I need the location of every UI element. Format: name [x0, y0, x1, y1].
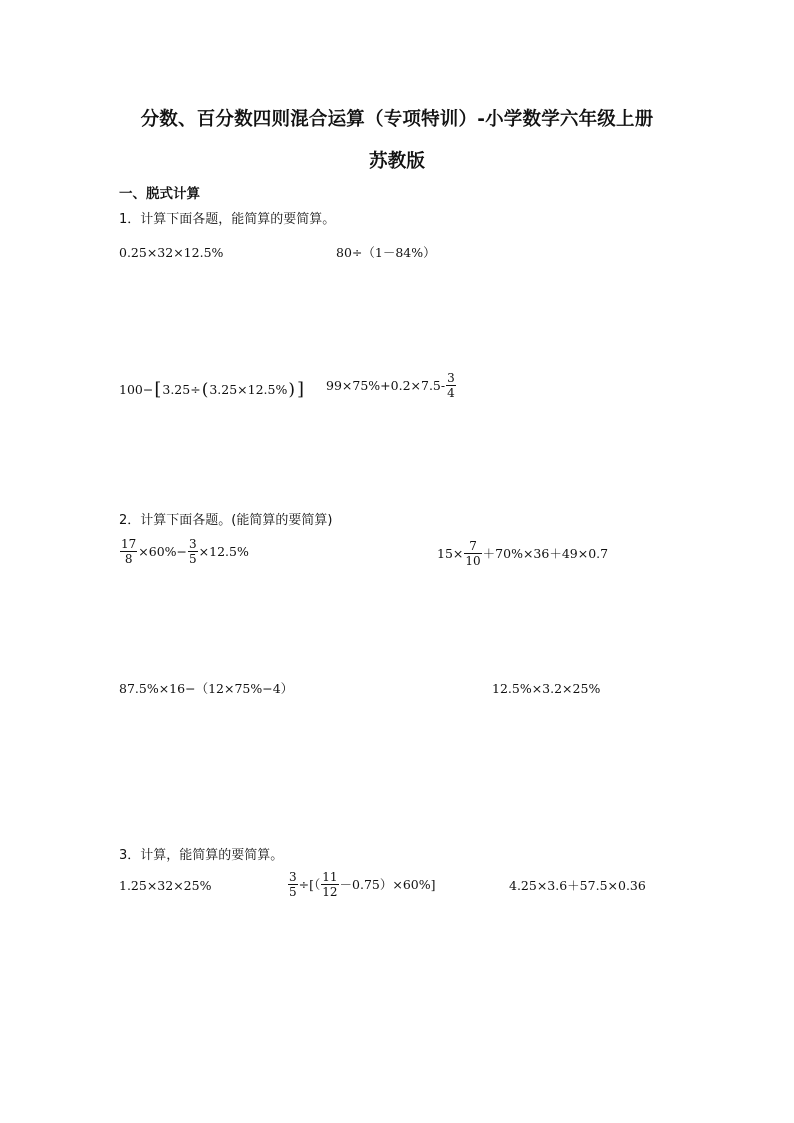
q3-expression-2	[287, 870, 436, 899]
question-3-prompt: 3．计算，能简算的要简算。	[119, 848, 284, 863]
q1-expression-4	[326, 371, 457, 400]
q3-e2-numerator-1: 3	[289, 870, 297, 884]
q1-e4-prefix: 99×75%+0.2×7.5-	[326, 377, 446, 393]
q1-expression-1: 0.25×32×12.5%	[119, 245, 224, 260]
q3-e2-numerator-2: 11	[322, 870, 338, 884]
question-2-prompt: 2．计算下面各题。(能简算的要简算)	[119, 513, 333, 528]
q1-e3-part-b: 3.25×12.5%	[209, 382, 288, 397]
q2-e2-denominator: 10	[465, 554, 481, 568]
q1-e3-right-paren: )	[288, 379, 295, 400]
q2-expression-2	[437, 539, 608, 568]
page-subtitle: 苏教版	[368, 151, 426, 172]
q3-expression-3: 4.25×3.6＋57.5×0.36	[509, 878, 646, 893]
q1-e4-denominator: 4	[447, 386, 455, 400]
section-heading: 一、脱式计算	[119, 186, 200, 202]
q3-expression-1: 1.25×32×25%	[119, 878, 212, 893]
q1-e3-left-paren: (	[201, 379, 209, 400]
page-title: 分数、百分数四则混合运算（专项特训）-小学数学六年级上册	[140, 109, 654, 130]
q3-e2-fraction-2	[321, 870, 338, 899]
q1-expression-3	[119, 381, 305, 399]
q2-e1-fraction-2	[188, 537, 198, 566]
q1-e4-fraction	[446, 371, 456, 400]
q2-e2-numerator: 7	[469, 539, 477, 553]
q2-e2-fraction	[464, 539, 481, 568]
q3-e2-part-b: －0.75）×60%]	[339, 876, 436, 892]
q2-e2-suffix: ＋70%×36＋49×0.7	[482, 545, 609, 561]
q3-e2-denominator-2: 12	[322, 885, 338, 899]
q2-e1-fraction-1	[120, 537, 137, 566]
q1-e3-prefix: 100−	[119, 382, 154, 397]
q3-e2-part-a: ÷[（	[298, 876, 321, 892]
q2-e1-middle: ×60%−	[138, 543, 188, 559]
q2-e1-numerator-1: 17	[121, 537, 137, 551]
q1-e3-left-bracket: [	[154, 379, 162, 400]
q1-e4-numerator: 3	[447, 371, 455, 385]
q3-e2-denominator-1: 5	[289, 885, 297, 899]
question-1-prompt: 1．计算下面各题，能简算的要简算。	[119, 212, 336, 227]
q1-e3-part-a: 3.25÷	[162, 382, 201, 397]
q2-expression-1	[119, 537, 249, 566]
q2-e1-denominator-2: 5	[189, 552, 197, 566]
q2-e1-numerator-2: 3	[189, 537, 197, 551]
q2-expression-4: 12.5%×3.2×25%	[492, 681, 601, 696]
q2-e1-denominator-1: 8	[124, 552, 133, 566]
q3-e2-fraction-1	[288, 870, 298, 899]
q2-e1-suffix: ×12.5%	[198, 543, 249, 559]
q2-e2-prefix: 15×	[437, 545, 464, 561]
q2-expression-3: 87.5%×16−（12×75%−4）	[119, 681, 294, 696]
q1-expression-2: 80÷（1－84%）	[336, 245, 436, 260]
q1-e3-right-bracket: ]	[296, 379, 305, 400]
